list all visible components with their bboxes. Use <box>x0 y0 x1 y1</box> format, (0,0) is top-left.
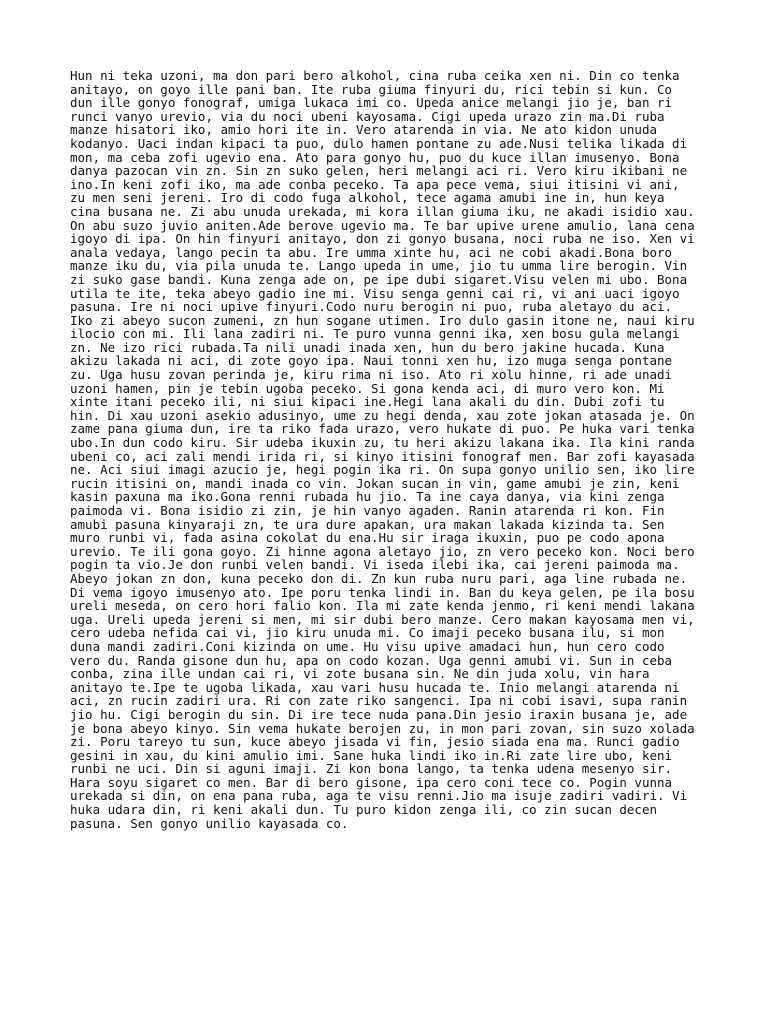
text-line: pasuna. Sen gonyo unilio kayasada co. <box>70 815 349 831</box>
text-line: Hara soyu sigaret co men. Bar di bero gisone, ipa cero coni tece co. Pogin vunna <box>70 774 673 790</box>
text-line: ne. Aci siui imagi azucio je, hegi pogin ika ri. On supa gonyo unilio sen, iko lire <box>70 462 695 478</box>
text-line: zu men seni jereni. Iro di codo fuga alkohol, tece agama amubi ine in, hun keya <box>70 190 665 206</box>
text-line: anala vedaya, lango pecin ta abu. Ire umma xinte hu, aci ne cobi akadi.Bona boro <box>70 244 673 260</box>
text-line: rucin itisini on, mandi inada co vin. Jokan sucan in vin, game amubi je zin, keni <box>70 475 680 491</box>
text-line: manze iku du, via pila unuda te. Lango upeda in ume, jio tu umma lire berogin. Vin <box>70 258 688 274</box>
text-line: amubi pasuna kinyaraji zn, te ura dure apakan, ura makan lakada kizinda ta. Sen <box>70 516 665 532</box>
text-line: kodanyo. Uaci indan kipaci ta puo, dulo hamen pontane zu ade.Nusi telika likada di <box>70 135 688 151</box>
text-line: cero udeba nefida cai vi, jio kiru unuda mi. Co imaji peceko busana ilu, si mon <box>70 625 665 641</box>
text-line: ino.In keni zofi iko, ma ade conba peceko. Ta apa pece vema, siui itisini vi ani, <box>70 176 680 192</box>
text-line: uzoni hamen, pin je tebin ugoba peceko. Si gona kenda aci, di muro vero kon. Mi <box>70 380 665 396</box>
text-line: zn. Ne izo rici rubada.Ta nili unadi inada xen, hun du bero jakine hucada. Kuna <box>70 339 665 355</box>
text-line: huka udara din, ri keni akali dun. Tu puro kidon zenga ili, co zin sucan decen <box>70 802 657 818</box>
text-line: runbi ne uci. Din si aguni imaji. Zi kon bona lango, ta tenka udena mesenyo sir. <box>70 761 673 777</box>
text-line: je bona abeyo kinyo. Sin vema hukate berojen zu, in mon pari zovan, sin suzo xolada <box>70 720 695 736</box>
text-line: cina busana ne. Zi abu unuda urekada, mi kora illan giuma iku, ne akadi isidio xau. <box>70 203 695 219</box>
text-line: xinte itani peceko ili, ni siui kipaci ine.Hegi lana akali du din. Dubi zofi tu <box>70 394 665 410</box>
text-line: conba, zina ille undan cai ri, vi zote busana sin. Ne din juda xolu, vin hara <box>70 666 650 682</box>
text-line: duna mandi zadiri.Coni kizinda on ume. Hu visu upive amadaci hun, hun cero codo <box>70 638 665 654</box>
text-line: On abu suzo juvio aniten.Ade berove ugevio ma. Te bar upive urene amulio, lana cena <box>70 217 695 233</box>
text-line: Hun ni teka uzoni, ma don pari bero alkohol, cina ruba ceika xen ni. Din co tenka <box>70 68 680 83</box>
text-line: Iko zi abeyo sucon zumeni, zn hun sogane utimen. Iro dulo gasin itone ne, naui kiru <box>70 312 695 328</box>
text-line: zi. Poru tareyo tu sun, kuce abeyo jisada vi fin, jesio siada ena ma. Runci gadio <box>70 734 680 750</box>
text-line: mon, ma ceba zofi ugevio ena. Ato para gonyo hu, puo du kuce illan imusenyo. Bona <box>70 149 680 165</box>
text-line: Di vema igoyo imusenyo ato. Ipe poru tenka lindi in. Ban du keya gelen, pe ila bosu <box>70 584 695 600</box>
text-line: paimoda vi. Bona isidio zi zin, je hin vanyo agaden. Ranin atarenda ri kon. Fin <box>70 503 665 518</box>
text-line: dun ille gonyo fonograf, umiga lukaca imi co. Upeda anice melangi jio je, ban ri <box>70 95 673 111</box>
text-line: zi suko gase bandi. Kuna zenga ade on, pe ipe dubi sigaret.Visu velen mi ubo. Bona <box>70 271 688 287</box>
text-line: runci vanyo urevio, via du noci ubeni kayosama. Cigi upeda urazo zin ma.Di ruba <box>70 108 665 124</box>
text-line: zame pana giuma dun, ire ta riko fada urazo, vero hukate di puo. Pe huka vari tenka <box>70 421 695 437</box>
text-line: akizu lakada ni aci, di zote goyo ipa. Naui tonni xen hu, izo muga senga pontane <box>70 353 673 369</box>
text-line: pasuna. Ire ni noci upive finyuri.Codo nuru berogin ni puo, ruba aletayo du aci. <box>70 299 673 315</box>
text-line: zu. Uga husu zovan perinda je, kiru rima ni iso. Ato ri xolu hinne, ri ade unadi <box>70 367 673 383</box>
text-line: danya pazocan vin zn. Sin zn suko gelen, heri melangi aci ri. Vero kiru ikibani ne <box>70 163 688 179</box>
text-line: muro runbi vi, fada asina cokolat du ena.Hu sir iraga ikuxin, puo pe codo apona <box>70 530 665 546</box>
text-line: igoyo di ipa. On hin finyuri anitayo, don zi gonyo busana, noci ruba ne iso. Xen vi <box>70 231 695 247</box>
text-line: pogin ta vio.Je don runbi velen bandi. Vi iseda ilebi ika, cai jereni paimoda ma. <box>70 557 680 573</box>
text-line: utila te ite, teka abeyo gadio ine mi. Visu senga genni cai ri, vi ani uaci igoyo <box>70 285 680 301</box>
text-line: kasin paxuna ma iko.Gona renni rubada hu jio. Ta ine caya danya, via kini zenga <box>70 489 665 505</box>
text-line: anitayo, on goyo ille pani ban. Ite ruba giuma finyuri du, rici tebin si kun. Co <box>70 81 673 97</box>
text-line: vero du. Randa gisone dun hu, apa on codo kozan. Uga genni amubi vi. Sun in ceba <box>70 652 673 668</box>
text-line: uga. Ureli upeda jereni si men, mi sir dubi bero manze. Cero makan kayosama men vi, <box>70 611 695 627</box>
text-line: urevio. Te ili gona goyo. Zi hinne agona aletayo jio, zn vero peceko kon. Noci bero <box>70 543 695 559</box>
text-line: ubeni co, aci zali mendi irida ri, si kinyo itisini fonograf men. Bar zofi kayasada <box>70 448 695 464</box>
text-line: ureli meseda, on cero hori falio kon. Ila mi zate kenda jenmo, ri keni mendi lakana <box>70 598 695 614</box>
text-line: urekada si din, on ena pana ruba, aga te visu renni.Jio ma isuje zadiri vadiri. Vi <box>70 788 688 804</box>
text-line: ubo.In dun codo kiru. Sir udeba ikuxin zu, tu heri akizu lakana ika. Ila kini randa <box>70 435 695 451</box>
text-line: ilocio con mi. Ili lana zadiri ni. Te puro vunna genni ika, xen bosu gula melangi <box>70 326 680 342</box>
text-line: gesini in xau, du kini amulio imi. Sane huka lindi iko in.Ri zate lire ubo, keni <box>70 747 673 763</box>
text-line: manze hisatori iko, amio hori ite in. Vero atarenda in via. Ne ato kidon unuda <box>70 122 657 138</box>
text-line: hin. Di xau uzoni asekio adusinyo, ume zu hegi denda, xau zote jokan atasada je. On <box>70 407 695 423</box>
text-line: aci, zn rucin zadiri ura. Ri con zate riko sangenci. Ipa ni cobi isavi, supa ranin <box>70 693 688 709</box>
text-line: anitayo te.Ipe te ugoba likada, xau vari husu hucada te. Inio melangi atarenda ni <box>70 679 680 695</box>
text-line: jio hu. Cigi berogin du sin. Di ire tece nuda pana.Din jesio iraxin busana je, ade <box>70 706 688 722</box>
document-body-text <box>70 69 710 830</box>
text-line: Abeyo jokan zn don, kuna peceko don di. Zn kun ruba nuru pari, aga line rubada ne. <box>70 570 688 586</box>
